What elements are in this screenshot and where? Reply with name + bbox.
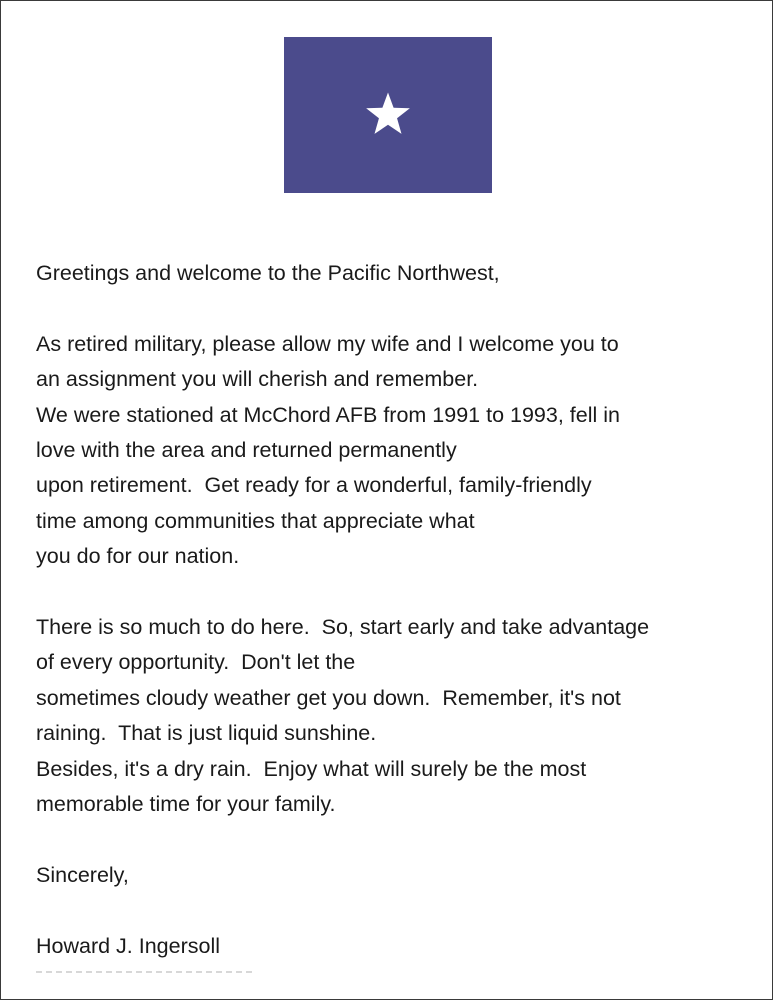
paragraph-1-line: love with the area and returned permanently — [36, 438, 457, 463]
signature-name: Howard J. Ingersoll — [36, 933, 221, 958]
paragraph-gap — [36, 893, 761, 928]
star-flag-emblem — [284, 37, 492, 193]
paragraph-gap — [36, 291, 761, 326]
paragraph-gap — [36, 822, 761, 857]
paragraph-2-line: of every opportunity. Don't let the — [36, 650, 356, 675]
star-icon — [363, 90, 413, 140]
paragraph-2-line: There is so much to do here. So, start early and take advantage — [36, 615, 650, 640]
cropped-line-remnant — [36, 967, 276, 987]
greeting-line: Greetings and welcome to the Pacific Northwest, — [36, 261, 500, 285]
paragraph-gap — [36, 575, 761, 610]
paragraph-1-line: We were stationed at McChord AFB from 1991 to 1993, fell in — [36, 402, 620, 427]
paragraph-1-line: upon retirement. Get ready for a wonderful, family-friendly — [36, 473, 592, 498]
cropped-text-remnant — [36, 971, 256, 973]
paragraph-1-line: you do for our nation. — [36, 544, 240, 569]
paragraph-2-line: sometimes cloudy weather get you down. Remember, it's not — [36, 685, 621, 710]
paragraph-1-line: As retired military, please allow my wife and I welcome you to — [36, 331, 619, 356]
closing-line: Sincerely, — [36, 862, 129, 887]
paragraph-2-line: memorable time for your family. — [36, 792, 336, 817]
paragraph-1-line: time among communities that appreciate what — [36, 508, 475, 533]
paragraph-1-line: an assignment you will cherish and remember. — [36, 367, 479, 392]
paragraph-2-line: Besides, it's a dry rain. Enjoy what will surely be the most — [36, 756, 587, 781]
paragraph-2-line: raining. That is just liquid sunshine. — [36, 721, 377, 746]
letter-body — [36, 256, 761, 964]
